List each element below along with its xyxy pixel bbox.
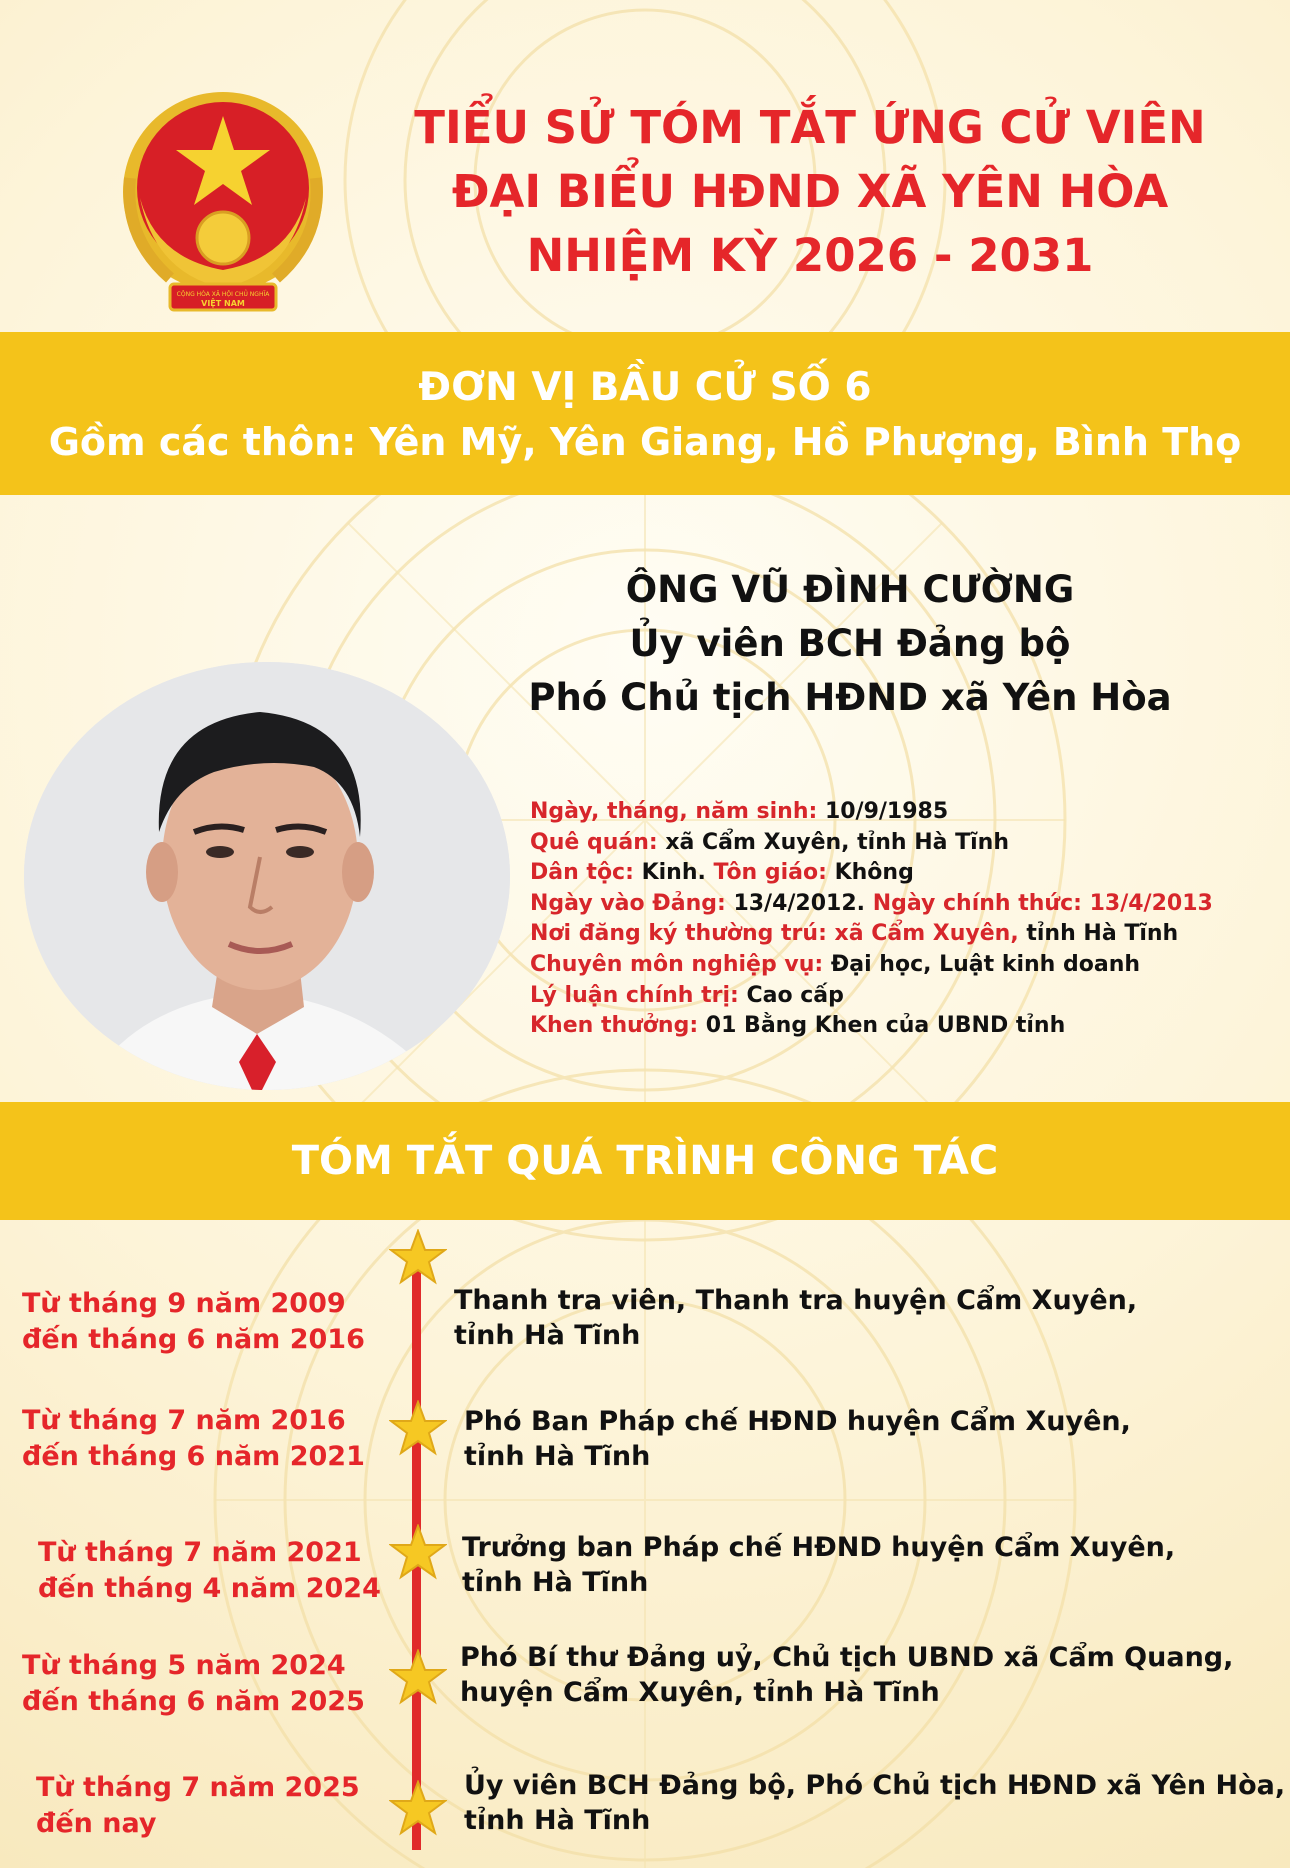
info-row-birth xyxy=(530,797,1290,828)
job-line: Ủy viên BCH Đảng bộ, Phó Chủ tịch HĐND xã Yên Hòa, xyxy=(464,1770,1286,1801)
election-unit-band xyxy=(0,332,1290,495)
info-row-awards xyxy=(530,1011,1290,1042)
star-icon xyxy=(389,1780,447,1836)
info-label: Ngày vào Đảng: xyxy=(530,890,726,916)
work-history-band xyxy=(0,1102,1290,1220)
job-line: tỉnh Hà Tĩnh xyxy=(464,1805,651,1836)
info-value: tỉnh Hà Tĩnh xyxy=(1018,921,1179,947)
info-row-party xyxy=(530,889,1290,920)
info-label: Nơi đăng ký thường trú: xã Cẩm Xuyên, xyxy=(530,921,1019,947)
timeline-job xyxy=(454,1283,1137,1353)
timeline-period xyxy=(36,1770,360,1842)
svg-text:CỘNG HÒA XÃ HỘI CHỦ NGHĨA: CỘNG HÒA XÃ HỘI CHỦ NGHĨA xyxy=(176,291,270,298)
candidate-position-1: Ủy viên BCH Đảng bộ xyxy=(629,622,1071,665)
info-row-ethnicity-religion xyxy=(530,858,1290,889)
star-icon xyxy=(389,1524,447,1580)
info-label: Quê quán: xyxy=(530,829,658,855)
period-end: đến tháng 6 năm 2016 xyxy=(22,1324,365,1355)
star-icon xyxy=(389,1229,447,1285)
period-end: đến nay xyxy=(36,1808,157,1839)
info-row-profession xyxy=(530,950,1290,981)
candidate-info-list xyxy=(530,797,1290,1042)
title-line-3: NHIỆM KỲ 2026 - 2031 xyxy=(526,229,1094,282)
job-line: tỉnh Hà Tĩnh xyxy=(464,1441,651,1472)
timeline-job xyxy=(460,1640,1233,1710)
info-row-hometown xyxy=(530,828,1290,859)
info-value: 01 Bằng Khen của UBND tỉnh xyxy=(698,1013,1066,1039)
info-value: 13/4/2012. xyxy=(725,890,873,916)
period-start: Từ tháng 5 năm 2024 xyxy=(22,1650,346,1681)
period-start: Từ tháng 7 năm 2021 xyxy=(38,1537,362,1568)
title-line-2: ĐẠI BIỂU HĐND XÃ YÊN HÒA xyxy=(451,165,1169,218)
period-end: đến tháng 6 năm 2025 xyxy=(22,1686,365,1717)
period-end: đến tháng 4 năm 2024 xyxy=(38,1573,381,1604)
timeline-period xyxy=(22,1648,365,1720)
info-label: Tôn giáo: xyxy=(713,860,827,886)
info-label: Ngày, tháng, năm sinh: xyxy=(530,799,818,824)
period-start: Từ tháng 7 năm 2016 xyxy=(22,1405,346,1436)
info-value: xã Cẩm Xuyên, tỉnh Hà Tĩnh xyxy=(657,829,1009,855)
timeline-period xyxy=(38,1535,381,1607)
timeline-job xyxy=(462,1530,1175,1600)
info-label: Chuyên môn nghiệp vụ: xyxy=(530,951,824,977)
info-value: Kinh. xyxy=(633,860,714,886)
national-emblem-icon xyxy=(110,88,336,316)
info-value: Không xyxy=(826,860,914,886)
job-line: tỉnh Hà Tĩnh xyxy=(462,1567,649,1598)
info-label: Ngày chính thức: 13/4/2013 xyxy=(872,890,1213,916)
job-line: Phó Bí thư Đảng uỷ, Chủ tịch UBND xã Cẩm Quang, xyxy=(460,1642,1234,1673)
info-value: Cao cấp xyxy=(738,982,844,1008)
star-icon xyxy=(389,1649,447,1705)
period-end: đến tháng 6 năm 2021 xyxy=(22,1441,365,1472)
candidate-position-2: Phó Chủ tịch HĐND xã Yên Hòa xyxy=(528,676,1172,719)
period-start: Từ tháng 7 năm 2025 xyxy=(36,1772,360,1803)
work-history-title: TÓM TẮT QUÁ TRÌNH CÔNG TÁC xyxy=(291,1138,999,1184)
star-icon xyxy=(389,1400,447,1456)
timeline-job xyxy=(464,1404,1131,1474)
info-value: 10/9/1985 xyxy=(817,799,949,824)
info-value: Đại học, Luật kinh doanh xyxy=(823,951,1141,977)
main-title xyxy=(330,96,1290,288)
election-unit-title: ĐƠN VỊ BẦU CỬ SỐ 6 xyxy=(418,365,872,410)
candidate-portrait xyxy=(24,662,510,1090)
info-row-residence xyxy=(530,919,1290,950)
info-label: Dân tộc: xyxy=(530,860,634,886)
info-label: Khen thưởng: xyxy=(530,1013,699,1039)
job-line: huyện Cẩm Xuyên, tỉnh Hà Tĩnh xyxy=(460,1677,940,1708)
info-label: Lý luận chính trị: xyxy=(530,982,739,1008)
candidate-name: ÔNG VŨ ĐÌNH CƯỜNG xyxy=(625,568,1075,611)
job-line: Phó Ban Pháp chế HĐND huyện Cẩm Xuyên, xyxy=(464,1406,1131,1437)
timeline-job xyxy=(464,1768,1285,1838)
timeline-period xyxy=(22,1403,365,1475)
timeline-period xyxy=(22,1286,365,1358)
election-unit-villages: Gồm các thôn: Yên Mỹ, Yên Giang, Hồ Phượng, Bình Thọ xyxy=(48,420,1242,464)
job-line: tỉnh Hà Tĩnh xyxy=(454,1320,641,1351)
job-line: Trưởng ban Pháp chế HĐND huyện Cẩm Xuyên, xyxy=(462,1532,1176,1563)
period-start: Từ tháng 9 năm 2009 xyxy=(22,1288,346,1319)
job-line: Thanh tra viên, Thanh tra huyện Cẩm Xuyên, xyxy=(454,1285,1138,1316)
svg-text:VIỆT NAM: VIỆT NAM xyxy=(201,299,245,308)
title-line-1: TIỂU SỬ TÓM TẮT ỨNG CỬ VIÊN xyxy=(414,101,1206,154)
info-row-political-theory xyxy=(530,981,1290,1012)
